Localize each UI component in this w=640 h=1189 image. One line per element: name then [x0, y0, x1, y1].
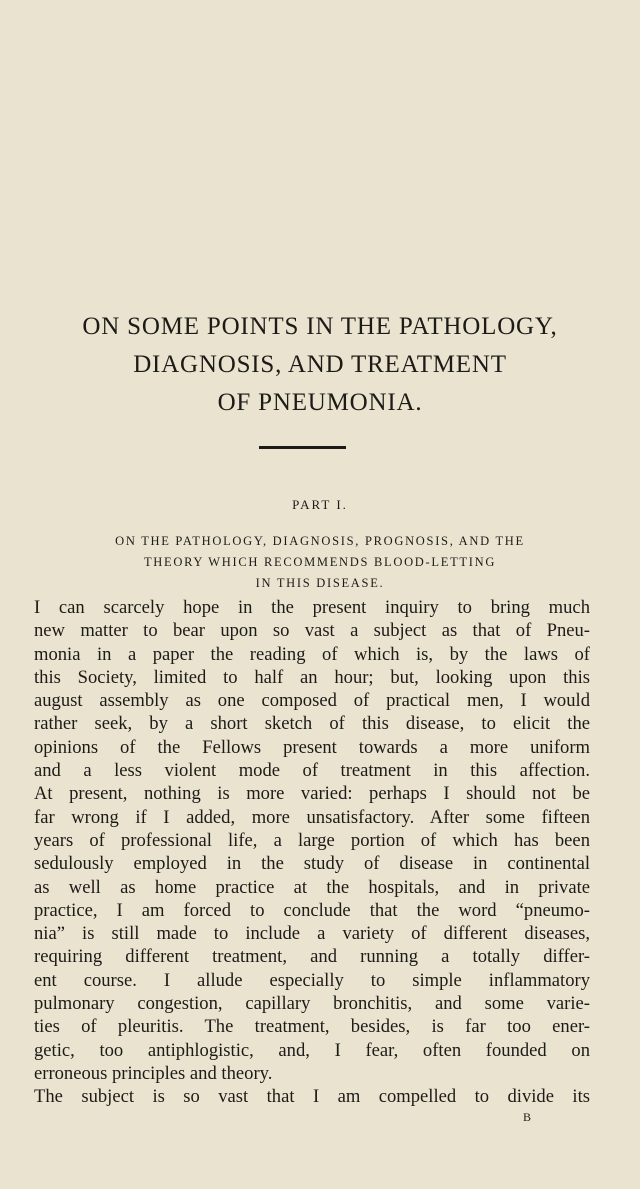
body-line: requiring different treatment, and running a totally differ-: [34, 946, 590, 968]
body-line: august assembly as one composed of practical men, I would: [34, 690, 590, 712]
part-heading: PART I.: [292, 497, 348, 512]
body-line: sedulously employed in the study of disease in continental: [34, 853, 590, 875]
body-line: and a less violent mode of treatment in this affection.: [34, 760, 590, 782]
body-line: new matter to bear upon so vast a subject as that of Pneu-: [34, 620, 590, 642]
body-line: pulmonary congestion, capillary bronchitis, and some varie-: [34, 993, 590, 1015]
title-line-2: DIAGNOSIS, AND TREATMENT: [133, 351, 507, 378]
body-line: erroneous principles and theory.: [34, 1062, 273, 1084]
body-paragraph: [34, 596, 590, 1109]
body-line: practice, I am forced to conclude that the word “pneumo-: [34, 899, 590, 921]
body-line: getic, too antiphlogistic, and, I fear, often founded on: [34, 1039, 590, 1061]
body-line: ties of pleuritis. The treatment, besides, is far too ener-: [34, 1016, 590, 1038]
title-line-3: OF PNEUMONIA.: [217, 389, 423, 416]
body-line: ent course. I allude especially to simple inflammatory: [34, 969, 590, 991]
title-rule: [259, 446, 346, 449]
body-line: The subject is so vast that I am compelled to divide its: [34, 1086, 590, 1108]
body-line: years of professional life, a large portion of which has been: [34, 829, 590, 851]
document-title: [0, 308, 640, 422]
title-line-1: ON SOME POINTS IN THE PATHOLOGY,: [82, 313, 558, 340]
body-line: opinions of the Fellows present towards a more uniform: [34, 736, 590, 758]
body-line: far wrong if I added, more unsatisfactory. After some fifteen: [34, 806, 590, 828]
subtitle-line-3: IN THIS DISEASE.: [255, 576, 385, 590]
subtitle-line-1: ON THE PATHOLOGY, DIAGNOSIS, PROGNOSIS, AND THE: [115, 534, 525, 548]
body-line: nia” is still made to include a variety of different diseases,: [34, 923, 590, 945]
signature-mark: B: [523, 1110, 532, 1124]
body-line: as well as home practice at the hospitals, and in private: [34, 876, 590, 898]
section-subtitle: [20, 531, 620, 594]
body-line: monia in a paper the reading of which is, by the laws of: [34, 643, 590, 665]
subtitle-line-2: THEORY WHICH RECOMMENDS BLOOD-LETTING: [143, 555, 497, 569]
body-line: this Society, limited to half an hour; but, looking upon this: [34, 666, 590, 688]
body-line: I can scarcely hope in the present inquiry to bring much: [34, 597, 590, 618]
body-line: rather seek, by a short sketch of this disease, to elicit the: [34, 713, 590, 735]
body-line: At present, nothing is more varied: perhaps I should not be: [34, 783, 590, 805]
